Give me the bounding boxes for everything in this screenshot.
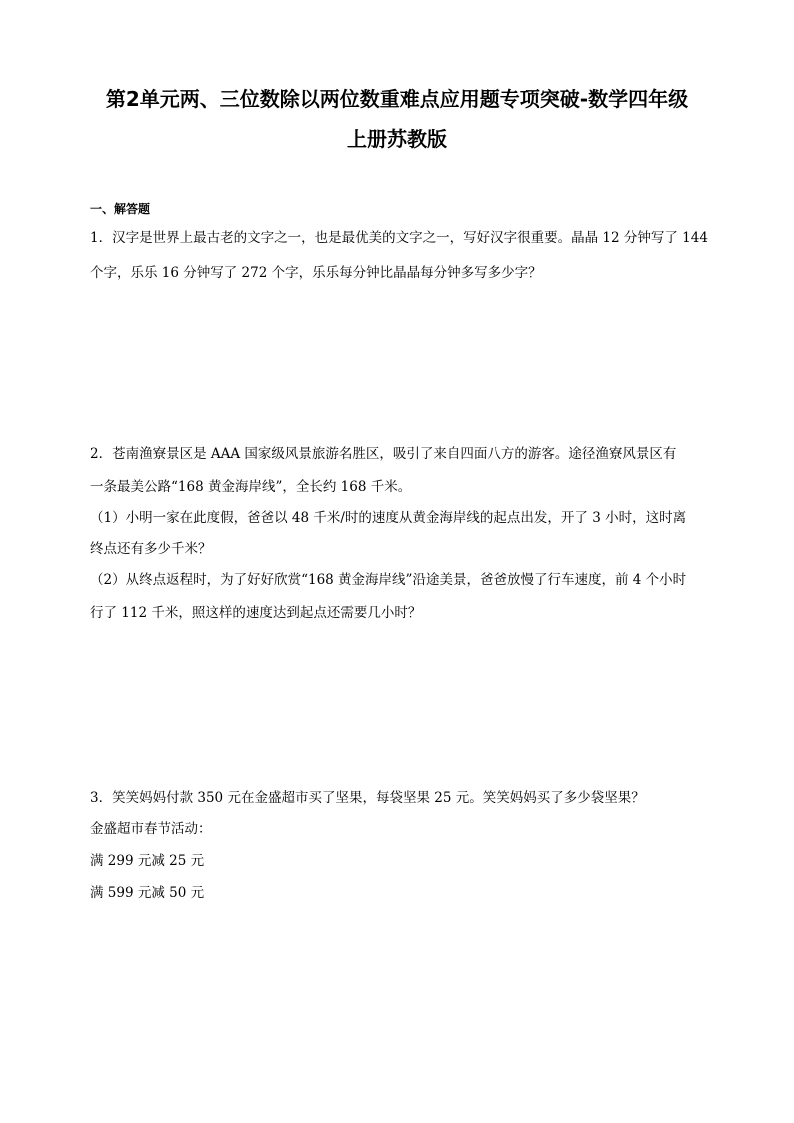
question-3-promo-rule-2: 满 599 元减 50 元 [90, 885, 205, 901]
question-2-line-1: 2．苍南渔寮景区是 AAA 国家级风景旅游名胜区，吸引了来自四面八方的游客。途径渔寮风景区有 [90, 446, 677, 462]
question-3-promo-rule-1: 满 299 元减 25 元 [90, 853, 205, 869]
question-2-part-1-line-2: 终点还有多少千米？ [90, 541, 212, 557]
question-1-line-2: 个字，乐乐 16 分钟写了 272 个字，乐乐每分钟比晶晶每分钟多写多少字？ [90, 265, 542, 281]
section-heading: 一、解答题 [90, 202, 151, 216]
document-title-line-1: 第2单元两、三位数除以两位数重难点应用题专项突破-数学四年级 [105, 87, 689, 111]
question-2-part-1-line-1: （1）小明一家在此度假，爸爸以 48 千米/时的速度从黄金海岸线的起点出发，开了 3 小时，这时离 [90, 510, 687, 526]
question-2-part-2-line-2: 行了 112 千米，照这样的速度达到起点还需要几小时？ [90, 605, 422, 621]
question-2-line-2: 一条最美公路“168 黄金海岸线”，全长约 168 千米。 [90, 479, 412, 495]
question-3-promo-heading: 金盛超市春节活动： [90, 821, 212, 837]
question-2-part-2-line-1: （2）从终点返程时，为了好好欣赏“168 黄金海岸线”沿途美景，爸爸放慢了行车速度，前 4 个小时 [90, 572, 687, 588]
document-title-line-2: 上册苏教版 [347, 127, 447, 151]
question-3-line-1: 3．笑笑妈妈付款 350 元在金盛超市买了坚果，每袋坚果 25 元。笑笑妈妈买了多少袋坚果？ [90, 790, 645, 806]
question-1-line-1: 1．汉字是世界上最古老的文字之一，也是最优美的文字之一，写好汉字很重要。晶晶 12 分钟写了 144 [90, 230, 708, 246]
